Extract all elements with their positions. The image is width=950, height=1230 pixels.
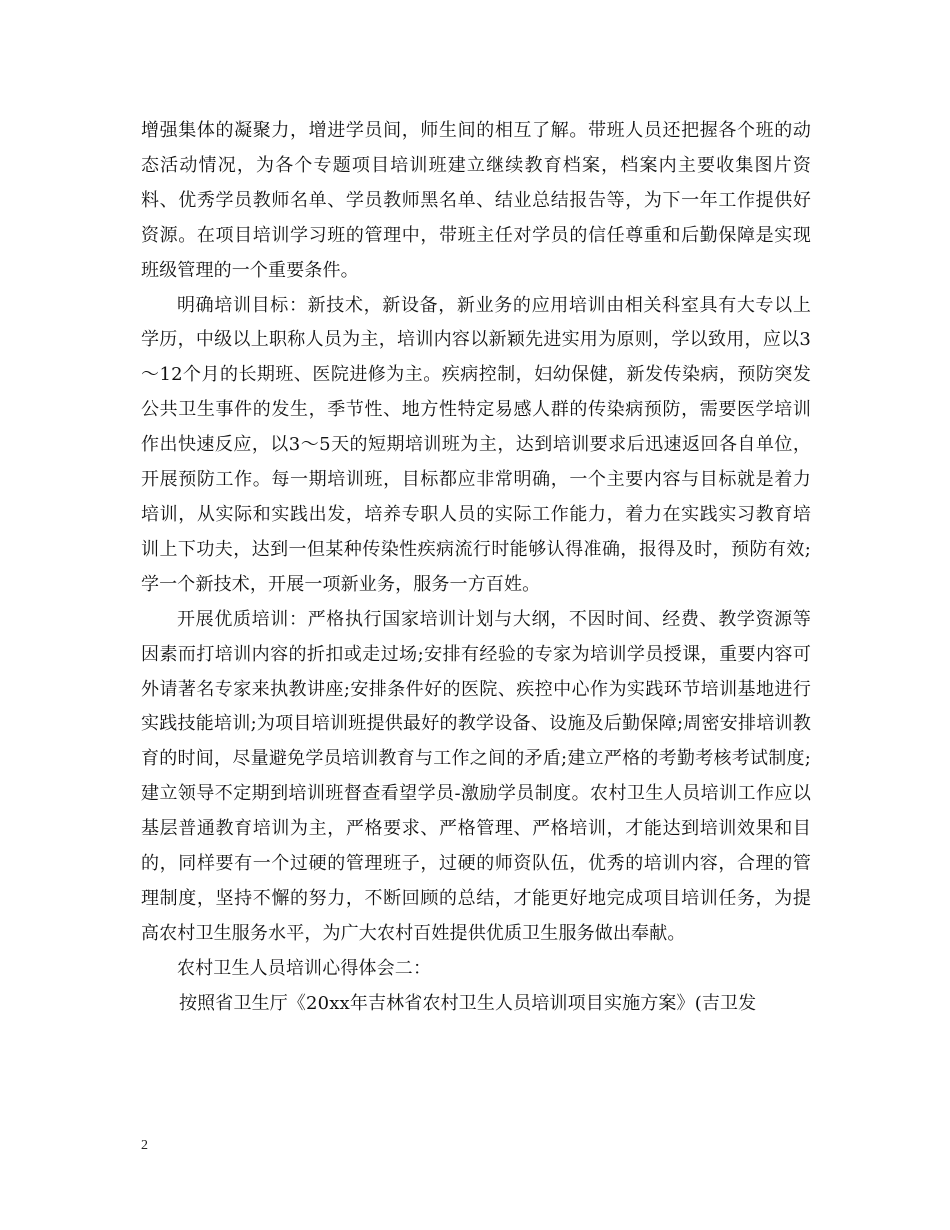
document-body bbox=[141, 114, 811, 1022]
paragraph-implementation-plan: 按照省卫生厅《20xx年吉林省农村卫生人员培训项目实施方案》(吉卫发 bbox=[179, 992, 757, 1014]
paragraph-training-goals: 明确培训目标：新技术，新设备，新业务的应用培训由相关科室具有大专以上学历，中级以上职称人员为主，培训内容以新颖先进实用为原则，学以致用，应以3～12个月的长期班、医院进修为主。疾病控制，妇幼保健，新发传染病，预防突发公共卫生事件的发生，季节性、地方性特定易感人群的传染病预防，需要医学培训作出快速反应，以3～5天的短期培训班为主，达到培训要求后迅速返回各自单位，开展预防工作。每一期培训班，目标都应非常明确，一个主要内容与目标就是着力培训，从实际和实践出发，培养专职人员的实际工作能力，着力在实践实习教育培训上下功夫，达到一但某种传染性疾病流行时能够认得准确，报得及时，预防有效;学一个新技术，开展一项新业务，服务一方百姓。 bbox=[141, 294, 811, 595]
paragraph-continuation: 增强集体的凝聚力，增进学员间，师生间的相互了解。带班人员还把握各个班的动态活动情况，为各个专题项目培训班建立继续教育档案，档案内主要收集图片资料、优秀学员教师名单、学员教师黑名单、结业总结报告等，为下一年工作提供好资源。在项目培训学习班的管理中，带班主任对学员的信任尊重和后勤保障是实现班级管理的一个重要条件。 bbox=[141, 120, 811, 281]
page-number: 2 bbox=[141, 1138, 148, 1153]
paragraph-quality-training: 开展优质培训：严格执行国家培训计划与大纲，不因时间、经费、教学资源等因素而打培训内容的折扣或走过场;安排有经验的专家为培训学员授课，重要内容可外请著名专家来执教讲座;安排条件好的医院、疾控中心作为实践环节培训基地进行实践技能培训;为项目培训班提供最好的教学设备、设施及后勤保障;周密安排培训教育的时间，尽量避免学员培训教育与工作之间的矛盾;建立严格的考勤考核考试制度;建立领导不定期到培训班督查看望学员-激励学员制度。农村卫生人员培训工作应以基层普通教育培训为主，严格要求、严格管理、严格培训，才能达到培训效果和目的，同样要有一个过硬的管理班子，过硬的师资队伍，优秀的培训内容，合理的管理制度，坚持不懈的努力，不断回顾的总结，才能更好地完成项目培训任务，为提高农村卫生服务水平，为广大农村百姓提供优质卫生服务做出奉献。 bbox=[141, 608, 811, 944]
section-heading-part-two: 农村卫生人员培训心得体会二： bbox=[177, 957, 432, 979]
